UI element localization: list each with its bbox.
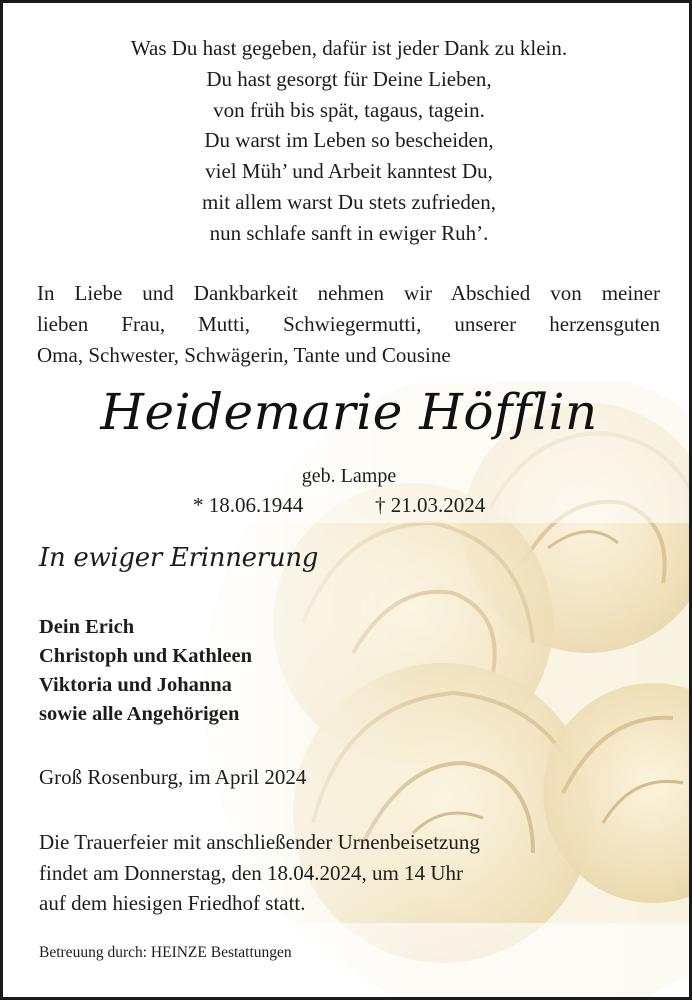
place-and-date: Groß Rosenburg, im April 2024 [39,765,307,789]
poem [3,33,692,249]
funeral-info-line: auf dem hiesigen Friedhof statt. [39,891,306,915]
deceased-name: Heidemarie Höfflin [100,383,598,441]
poem-line: mit allem warst Du stets zufrieden, [202,189,496,214]
farewell-line: Oma, Schwester, Schwägerin, Tante und Cousine [37,343,451,367]
farewell-text [37,278,660,371]
poem-line: Was Du hast gegeben, dafür ist jeder Dank zu klein. [130,36,568,60]
birth-date: * 18.06.1944 [193,493,304,517]
mourner: Dein Erich [39,616,135,638]
poem-line: Du hast gesorgt für Deine Lieben, [206,66,492,91]
death-date: † 21.03.2024 [375,493,486,517]
mourner: sowie alle Angehörigen [39,703,240,725]
memory-heading: In ewiger Erinnerung [39,543,319,573]
poem-line: viel Müh’ und Arbeit kanntest Du, [205,159,493,184]
mourner: Viktoria und Johanna [39,674,232,696]
farewell-line: lieben Frau, Mutti, Schwiegermutti, unserer herzensguten [37,312,660,336]
poem-line: nun schlafe sanft in ewiger Ruh’. [209,220,489,245]
funeral-info [39,827,480,919]
farewell-line: In Liebe und Dankbarkeit nehmen wir Abschied von meiner [37,281,660,305]
mourner: Christoph und Kathleen [39,645,253,667]
poem-line: von früh bis spät, tagaus, tagein. [213,97,485,122]
mourners-list [39,613,252,729]
maiden-name: geb. Lampe [301,465,397,487]
funeral-info-line: findet am Donnerstag, den 18.04.2024, um 14 Uhr [39,860,464,885]
undertaker-credit: Betreuung durch: HEINZE Bestattungen [39,944,292,961]
poem-line: Du warst im Leben so bescheiden, [204,128,494,153]
funeral-info-line: Die Trauerfeier mit anschließender Urnenbeisetzung [39,830,480,854]
